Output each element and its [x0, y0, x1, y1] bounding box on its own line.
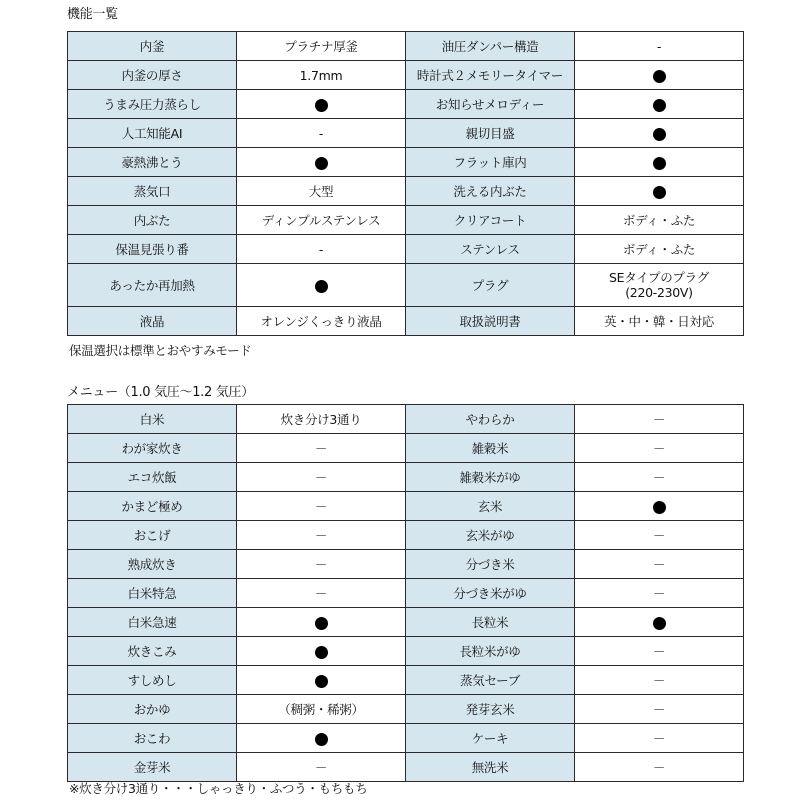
row-value: － — [575, 724, 744, 753]
row-label: 雑穀米がゆ — [406, 463, 575, 492]
table-row — [68, 119, 744, 148]
filled-circle-icon — [653, 186, 666, 199]
row-value: － — [575, 666, 744, 695]
row-label: 長粒米 — [406, 608, 575, 637]
row-value: － — [237, 521, 406, 550]
table-row — [68, 463, 744, 492]
row-value-filled-dot — [575, 61, 744, 90]
row-value-filled-dot — [237, 724, 406, 753]
filled-circle-icon — [315, 617, 328, 630]
row-label: 発芽玄米 — [406, 695, 575, 724]
table-row — [68, 61, 744, 90]
row-label: 炊きこみ — [68, 637, 237, 666]
row-value: － — [237, 463, 406, 492]
row-value: － — [575, 695, 744, 724]
row-label: 金芽米 — [68, 753, 237, 782]
filled-circle-icon — [315, 157, 328, 170]
table-row — [68, 90, 744, 119]
row-value: － — [575, 521, 744, 550]
row-value-line1: SEタイプのプラグ — [608, 270, 709, 285]
row-value: － — [575, 637, 744, 666]
row-label: 蒸気口 — [68, 177, 237, 206]
table-row — [68, 724, 744, 753]
row-value: 英・中・韓・日対応 — [575, 307, 744, 336]
row-label: 内ぶた — [68, 206, 237, 235]
row-value: ボディ・ふた — [575, 206, 744, 235]
row-value: － — [575, 463, 744, 492]
table-row — [68, 753, 744, 782]
table-row — [68, 405, 744, 434]
row-value-filled-dot — [237, 148, 406, 177]
row-label: わが家炊き — [68, 434, 237, 463]
menu-table — [67, 404, 744, 782]
row-value-filled-dot — [237, 264, 406, 307]
row-value-filled-dot — [237, 608, 406, 637]
row-label: 白米特急 — [68, 579, 237, 608]
row-label: あったか再加熱 — [68, 264, 237, 307]
row-label: 熟成炊き — [68, 550, 237, 579]
row-label: 玄米がゆ — [406, 521, 575, 550]
row-value-filled-dot — [237, 666, 406, 695]
row-label: やわらか — [406, 405, 575, 434]
filled-circle-icon — [653, 501, 666, 514]
menu-note: ※炊き分け3通り・・・しゃっきり・ふつう・もちもち — [69, 781, 368, 796]
table-row — [68, 434, 744, 463]
row-value-filled-dot — [237, 637, 406, 666]
row-value: － — [575, 550, 744, 579]
filled-circle-icon — [653, 617, 666, 630]
row-value-filled-dot — [575, 148, 744, 177]
row-value-filled-dot — [575, 492, 744, 521]
table-row — [68, 492, 744, 521]
row-label: プラグ — [406, 264, 575, 307]
table-row — [68, 32, 744, 61]
filled-circle-icon — [315, 280, 328, 293]
row-value: ディンプルステンレス — [237, 206, 406, 235]
filled-circle-icon — [653, 157, 666, 170]
table-row — [68, 550, 744, 579]
row-label: エコ炊飯 — [68, 463, 237, 492]
row-label: 保温見張り番 — [68, 235, 237, 264]
row-value: － — [575, 579, 744, 608]
row-value: オレンジくっきり液晶 — [237, 307, 406, 336]
row-value: - — [237, 119, 406, 148]
row-label: 白米急速 — [68, 608, 237, 637]
row-value: － — [575, 405, 744, 434]
row-value-filled-dot — [575, 90, 744, 119]
row-label: おこわ — [68, 724, 237, 753]
row-label: おこげ — [68, 521, 237, 550]
row-value: プラチナ厚釜 — [237, 32, 406, 61]
row-value: － — [237, 753, 406, 782]
row-label: すしめし — [68, 666, 237, 695]
row-value: 大型 — [237, 177, 406, 206]
row-label: 時計式２メモリータイマー — [406, 61, 575, 90]
menu-title: メニュー（1.0 気圧〜1.2 気圧） — [67, 385, 254, 400]
row-label: お知らせメロディー — [406, 90, 575, 119]
row-label: 玄米 — [406, 492, 575, 521]
row-value: 炊き分け3通り — [237, 405, 406, 434]
row-label: 洗える内ぶた — [406, 177, 575, 206]
row-value-line2: (220-230V) — [625, 285, 693, 300]
table-row — [68, 235, 744, 264]
row-label: 取扱説明書 — [406, 307, 575, 336]
table-row — [68, 608, 744, 637]
row-label: おかゆ — [68, 695, 237, 724]
row-value-filled-dot — [575, 119, 744, 148]
table-row — [68, 666, 744, 695]
row-label: 親切目盛 — [406, 119, 575, 148]
filled-circle-icon — [315, 646, 328, 659]
row-label: クリアコート — [406, 206, 575, 235]
row-value: － — [237, 434, 406, 463]
filled-circle-icon — [653, 128, 666, 141]
row-value: - — [237, 235, 406, 264]
row-value: （稠粥・稀粥） — [237, 695, 406, 724]
row-value: － — [575, 753, 744, 782]
row-label: ケーキ — [406, 724, 575, 753]
row-value: － — [575, 434, 744, 463]
table-row — [68, 148, 744, 177]
row-label: 人工知能AI — [68, 119, 237, 148]
table-row — [68, 695, 744, 724]
table-row — [68, 521, 744, 550]
row-label: 内釜の厚さ — [68, 61, 237, 90]
row-label: フラット庫内 — [406, 148, 575, 177]
filled-circle-icon — [315, 733, 328, 746]
row-label: ステンレス — [406, 235, 575, 264]
filled-circle-icon — [653, 99, 666, 112]
row-value-filled-dot — [575, 177, 744, 206]
table-row — [68, 307, 744, 336]
table-row — [68, 579, 744, 608]
row-value-filled-dot — [237, 90, 406, 119]
filled-circle-icon — [315, 675, 328, 688]
features-note: 保温選択は標準とおやすみモード — [69, 343, 252, 358]
row-label: 蒸気セーブ — [406, 666, 575, 695]
row-value: - — [575, 32, 744, 61]
row-value: － — [237, 492, 406, 521]
row-value — [575, 264, 744, 307]
row-label: 長粒米がゆ — [406, 637, 575, 666]
row-value-filled-dot — [575, 608, 744, 637]
table-row — [68, 177, 744, 206]
row-label: 雑穀米 — [406, 434, 575, 463]
row-label: 分づき米 — [406, 550, 575, 579]
row-label: 無洗米 — [406, 753, 575, 782]
row-value: － — [237, 579, 406, 608]
row-label: 豪熱沸とう — [68, 148, 237, 177]
row-label: 液晶 — [68, 307, 237, 336]
row-value: 1.7mm — [237, 61, 406, 90]
features-title: 機能一覧 — [67, 7, 118, 22]
row-value: － — [237, 550, 406, 579]
table-row — [68, 264, 744, 307]
row-value: ボディ・ふた — [575, 235, 744, 264]
row-label: うまみ圧力蒸らし — [68, 90, 237, 119]
filled-circle-icon — [653, 70, 666, 83]
filled-circle-icon — [315, 99, 328, 112]
features-table — [67, 31, 744, 336]
row-label: 白米 — [68, 405, 237, 434]
table-row — [68, 637, 744, 666]
row-label: かまど極め — [68, 492, 237, 521]
row-label: 内釜 — [68, 32, 237, 61]
table-row — [68, 206, 744, 235]
row-label: 油圧ダンパー構造 — [406, 32, 575, 61]
row-label: 分づき米がゆ — [406, 579, 575, 608]
